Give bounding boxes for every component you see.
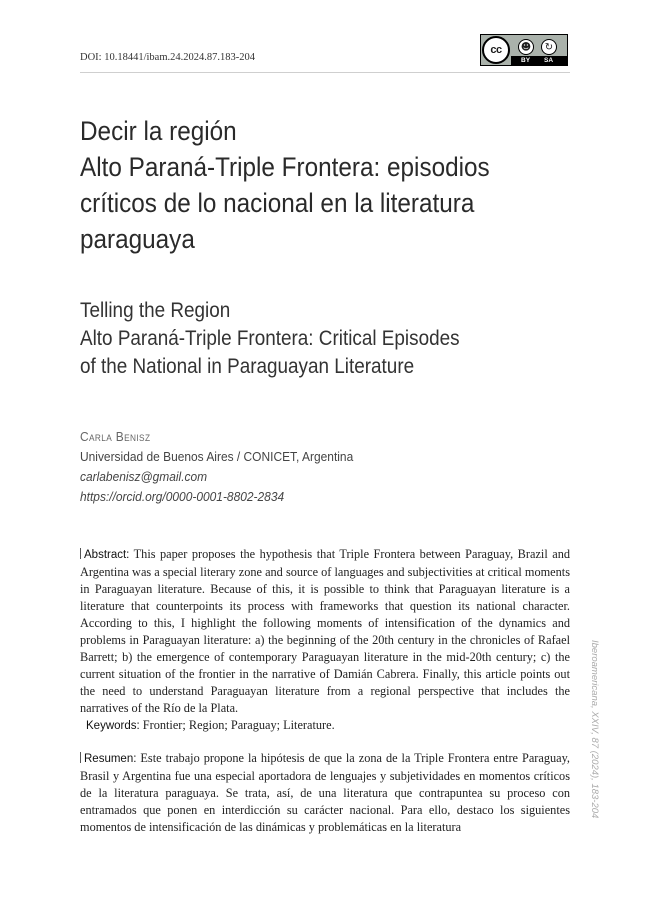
keywords-label: Keywords: xyxy=(86,720,140,732)
title-es-line: Decir la región xyxy=(80,116,237,146)
license-sa-label: SA xyxy=(544,57,554,64)
title-spanish xyxy=(80,113,530,257)
resumen-paragraph xyxy=(80,750,570,836)
resumen-text: Este trabajo propone la hipótesis de que la zona de la Triple Frontera entre Paraguay, Brasil y Argentina fue una especial aportadora de lenguajes y subjetividades en momentos críticos de la literatura paraguaya. Se trata, así, de una literatura que contrapuntea su proceso con entramados que ponen en interdicción su carácter nacional. Para ello, destaco los siguientes momentos de intensificación de las dinámicas y problemáticas en la literatura xyxy=(80,751,571,834)
author-block xyxy=(80,427,353,507)
license-by-label: BY xyxy=(521,57,531,64)
header-divider xyxy=(80,72,570,73)
title-english xyxy=(80,297,530,381)
person-icon: ☻ xyxy=(518,39,534,55)
license-strip xyxy=(511,56,567,65)
label-marker xyxy=(80,752,81,763)
author-affiliation: Universidad de Buenos Aires / CONICET, Argentina xyxy=(80,449,354,464)
title-en-line: Alto Paraná-Triple Frontera: Critical Episodes xyxy=(80,327,460,350)
keywords-text: Frontier; Region; Paraguay; Literature. xyxy=(142,718,335,732)
abstract-section xyxy=(80,546,570,735)
label-marker xyxy=(80,548,81,559)
cc-icon: cc xyxy=(482,36,510,64)
title-es-line: Alto Paraná-Triple Frontera: episodios xyxy=(80,152,490,182)
abstract-text: This paper proposes the hypothesis that Triple Frontera between Paraguay, Brazil and Argentina was a special literary zone and source of languages and subjectivities at critical moments in Paraguayan literature. Because of this, it is possible to think that Paraguayan literature is a literature that counterpoints its process with frameworks that question its national character. According to this, I highlight the following moments of intensification of the dynamics and problems in Paraguayan literature: a) the beginning of the 20th century in the chronicles of Rafael Barrett; b) the emergence of contemporary Paraguayan literature in the mid-20th century; c) the current situation of the frontier in the narrative of Damián Cabrera. Finally, this article points out the need to understand Paraguayan literature from a regional perspective that includes the narratives of the Río de la Plata. xyxy=(80,547,570,715)
share-alike-icon: ↻ xyxy=(541,39,557,55)
resumen-section xyxy=(80,750,570,836)
side-citation: Iberoamericana, XXIV, 87 (2024), 183-204 xyxy=(589,640,600,819)
author-name: Carla Benisz xyxy=(80,429,151,444)
abstract-paragraph xyxy=(80,546,570,717)
title-es-line: críticos de lo nacional en la literatura xyxy=(80,188,475,218)
author-email-link[interactable]: carlabenisz@gmail.com xyxy=(80,469,208,484)
title-en-line: of the National in Paraguayan Literature xyxy=(80,355,415,378)
keywords-line xyxy=(80,717,570,735)
author-orcid-link[interactable]: https://orcid.org/0000-0001-8802-2834 xyxy=(80,489,285,504)
title-en-line: Telling the Region xyxy=(80,299,231,322)
doi-text: DOI: 10.18441/ibam.24.2024.87.183-204 xyxy=(80,52,255,63)
resumen-label: Resumen: xyxy=(84,753,137,765)
abstract-label: Abstract: xyxy=(84,549,130,561)
title-es-line: paraguaya xyxy=(80,224,195,254)
cc-by-sa-license-badge[interactable] xyxy=(480,34,568,66)
